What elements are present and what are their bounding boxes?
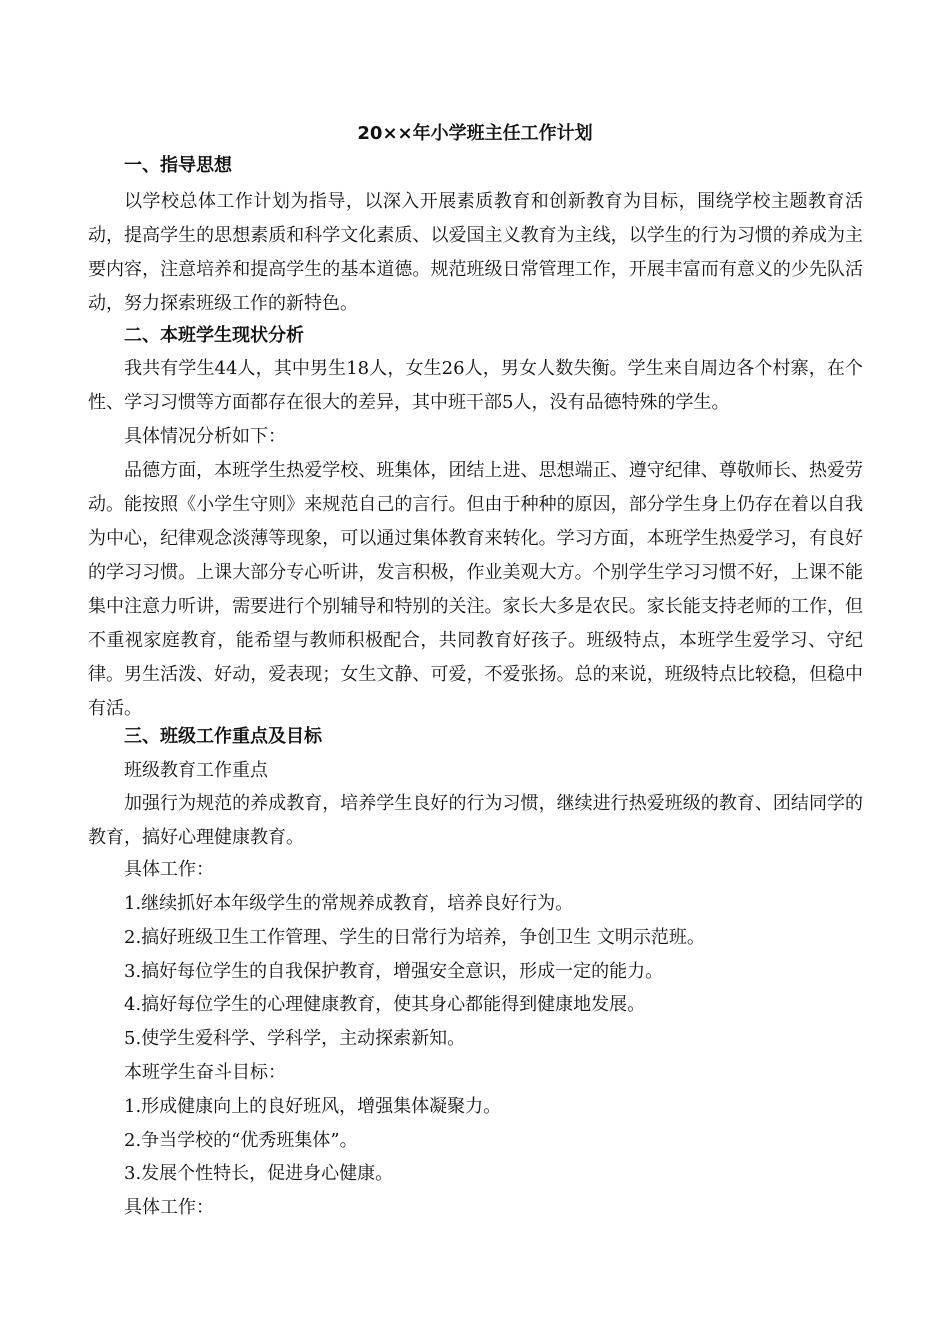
subheading-education-focus: 班级教育工作重点 bbox=[124, 760, 268, 781]
paragraph-guiding-ideology: 以学校总体工作计划为指导，以深入开展素质教育和创新教育为目标，围绕学校主题教育活动，提高学生的思想素质和科学文化素质、以爱国主义教育为主线，以学生的行为习惯的养成为主要内容，注意培养和提高学生的基本道德。规范班级日常管理工作，开展丰富而有意义的少先队活动，努力探索班级工作的新特色。 bbox=[88, 191, 863, 314]
section-heading-focus-goals: 三、班级工作重点及目标 bbox=[124, 726, 322, 747]
list-item-goal-1: 1.形成健康向上的良好班风，增强集体凝聚力。 bbox=[124, 1096, 502, 1117]
paragraph-education-focus: 加强行为规范的养成教育，培养学生良好的行为习惯，继续进行热爱班级的教育、团结同学的教育，搞好心理健康教育。 bbox=[88, 793, 863, 848]
list-item-work-5: 5.使学生爱科学、学科学，主动探索新知。 bbox=[124, 1028, 466, 1049]
paragraph-analysis-detail: 品德方面，本班学生热爱学校、班集体，团结上进、思想端正、遵守纪律、尊敬师长、热爱劳动。能按照《小学生守则》来规范自己的言行。但由于种种的原因，部分学生身上仍存在着以自我为中心，纪律观念淡薄等现象，可以通过集体教育来转化。学习方面，本班学生热爱学习，有良好的学习习惯。上课大部分专心听讲，发言积极，作业美观大方。个别学生学习习惯不好，上课不能集中注意力听讲，需要进行个别辅导和特别的关注。家长大多是农民。家长能支持老师的工作，但不重视家庭教育，能希望与教师积极配合，共同教育好孩子。班级特点，本班学生爱学习、守纪律。男生活泼、好动，爱表现；女生文静、可爱，不爱张扬。总的来说，班级特点比较稳，但稳中有活。 bbox=[88, 460, 863, 719]
list-item-work-2: 2.搞好班级卫生工作管理、学生的日常行为培养，争创卫生 文明示范班。 bbox=[124, 927, 705, 948]
section-heading-guiding-ideology: 一、指导思想 bbox=[124, 155, 232, 176]
paragraph-student-count: 我共有学生44人，其中男生18人，女生26人，男女人数失衡。学生来自周边各个村寨，在个性、学习习惯等方面都存在很大的差异，其中班干部5人，没有品德特殊的学生。 bbox=[88, 358, 863, 413]
label-student-goals: 本班学生奋斗目标： bbox=[124, 1062, 286, 1083]
label-specific-work: 具体工作： bbox=[124, 859, 214, 880]
paragraph-analysis-intro: 具体情况分析如下： bbox=[124, 426, 286, 447]
document-title: 20××年小学班主任工作计划 bbox=[357, 123, 593, 144]
list-item-work-1: 1.继续抓好本年级学生的常规养成教育，培养良好行为。 bbox=[124, 893, 574, 914]
list-item-work-4: 4.搞好每位学生的心理健康教育，使其身心都能得到健康地发展。 bbox=[124, 994, 646, 1015]
label-specific-work-2: 具体工作： bbox=[124, 1197, 214, 1218]
list-item-goal-2: 2.争当学校的“优秀班集体”。 bbox=[124, 1130, 358, 1151]
list-item-goal-3: 3.发展个性特长，促进身心健康。 bbox=[124, 1163, 394, 1184]
section-heading-student-analysis: 二、本班学生现状分析 bbox=[124, 325, 304, 346]
list-item-work-3: 3.搞好每位学生的自我保护教育，增强安全意识，形成一定的能力。 bbox=[124, 961, 664, 982]
